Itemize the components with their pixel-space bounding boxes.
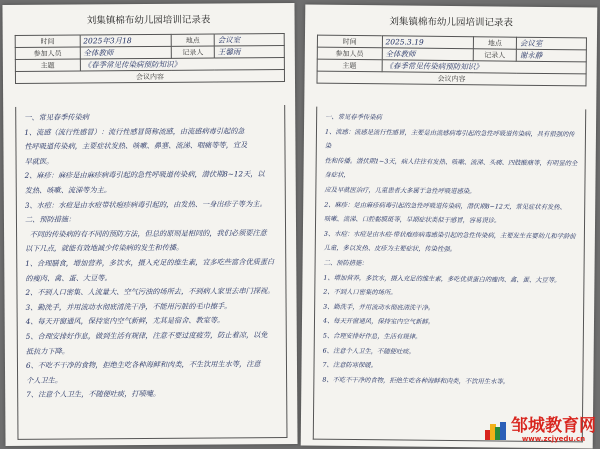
- note-line: 应及早就医治疗，儿童患者大多属于急性呼吸道感染。: [324, 186, 476, 196]
- note-line: 性呼吸道传染病，主要症状发热、咳嗽、鼻塞、流涕、咽痛等等，宜及: [24, 140, 248, 152]
- label-place: 地点: [473, 37, 516, 49]
- note-line: 发热、咳嗽、流涕等为主。: [24, 185, 112, 195]
- note-line: 1、流感：流感是流行性感冒，主要是由流感病毒引起的急性呼吸道传染病，具有很强的传染: [324, 128, 575, 150]
- label-recorder: 记录人: [473, 49, 516, 61]
- site-watermark: [485, 418, 596, 443]
- label-theme: 主题: [317, 59, 382, 72]
- value-participants: 全体教师: [80, 46, 172, 59]
- note-line: 3、水痘：水痘是由水痘带状疱疹病毒引起的，由发热、一身出疹子等为主。: [24, 198, 267, 210]
- note-line: 2、不到人口密集、人流量大、空气污浊的场所去，不到病人家里去串门探视。: [25, 286, 275, 297]
- note-line: 6、注意个人卫生，不随便吐痰。: [322, 347, 415, 356]
- label-participants: 参加人员: [15, 47, 80, 59]
- value-place: 会议室: [214, 34, 284, 46]
- note-line: 2、麻疹：麻疹是由麻疹病毒引起的急性呼吸道传染病，潜伏期8~12天，以: [24, 169, 265, 181]
- note-line: 早就医。: [24, 156, 54, 166]
- document-title: 刘集镇棉布幼儿园培训记录表: [86, 14, 211, 27]
- note-line: 抵抗力下降。: [25, 346, 70, 356]
- record-header-table: [15, 33, 285, 84]
- note-line: 一、常见春季传染病: [24, 112, 89, 122]
- note-line: 个人卫生。: [26, 375, 63, 385]
- label-theme: 主题: [15, 59, 80, 71]
- label-place: 地点: [171, 34, 214, 46]
- note-line: 咳嗽、流涕、口腔黏膜斑等，早期症状类似于感冒，容易误诊。: [324, 215, 501, 225]
- note-line: 不同的传染病的有不同的预防方法，但总的原则是相同的，我们必须要注意: [25, 227, 267, 239]
- note-line: 5、合理安排好作息，做到生活有规律，注意不要过度疲劳，防止着凉，以免: [25, 330, 268, 341]
- value-time: 2025年3月18: [80, 34, 172, 47]
- note-line: 二、预防措施：: [24, 214, 76, 225]
- value-place: 会议室: [516, 37, 586, 50]
- note-line: 3、勤洗手，并用流动水彻底清洗干净。: [323, 303, 435, 312]
- label-participants: 参加人员: [317, 47, 382, 60]
- value-theme: 《春季常见传染病预防知识》: [382, 60, 587, 74]
- value-time: 2025.3.19: [382, 36, 474, 49]
- note-line: 4、每天开窗通风，保持室内空气新鲜，尤其是宿舍、教室等。: [25, 315, 225, 327]
- label-time: 时间: [15, 35, 80, 47]
- watermark-url: www.zcjyedu.cn: [521, 435, 586, 443]
- note-line: 7、注意防寒保暖。: [322, 361, 377, 370]
- record-header-table: [316, 35, 586, 87]
- training-record-sheet-left: [2, 3, 297, 446]
- note-line: 3、水痘：水痘是由水痘-带状疱疹病毒感染引起的急性传染病，主要发生在婴幼儿和学龄前: [323, 230, 576, 241]
- note-line: 的瘦肉、禽、蛋、大豆等。: [25, 272, 112, 283]
- value-theme: 《春季常见传染病预防知识》: [80, 58, 285, 71]
- note-line: 性和传播。潜伏期1~3天，病人往往有发热、咳嗽、流涕、头痛、四肢酸痛等，有明显的全身症状，: [324, 157, 578, 180]
- label-time: 时间: [317, 35, 382, 48]
- note-line: 8、不吃不干净的食物，拒绝生吃各种海鲜和肉类，不饮用生水等。: [322, 376, 510, 386]
- note-line: 6、不吃不干净的食物，拒绝生吃各种海鲜和肉类，不生饮用生水等，注意: [25, 359, 261, 370]
- document-title: 刘集镇棉布幼儿园培训记录表: [389, 16, 513, 29]
- note-line: 1、合理膳食，增加营养，多饮水，摄入充足的维生素，宜多吃些富含优质蛋白: [25, 257, 275, 268]
- handwritten-notes: [314, 107, 585, 391]
- note-line: 二、预防措施：: [323, 259, 368, 268]
- note-line: 7、注意个人卫生，不随便吐痰，打喷嚏。: [26, 389, 161, 400]
- note-line: 以下几点，就能有效地减少传染病的发生和传播。: [25, 243, 184, 254]
- note-line: 3、勤洗手，并用流动水彻底清洗干净，不能用污脏的毛巾擦手。: [25, 301, 232, 312]
- note-line: 儿童，多以发热、皮疹为主要症状，传染性强。: [323, 245, 457, 254]
- training-record-sheet-right: [301, 4, 598, 448]
- note-line: 一、常见春季传染病: [325, 113, 382, 122]
- label-recorder: 记录人: [171, 46, 214, 58]
- note-line: 4、每天开窗通风，保持室内空气新鲜。: [322, 317, 435, 327]
- note-line: 5、合理安排好作息，生活有规律。: [322, 332, 422, 341]
- note-line: 1、增加营养，多饮水，摄入充足的维生素，多吃优质蛋白的瘦肉、禽、蛋、大豆等。: [323, 274, 561, 284]
- value-participants: 全体教师: [382, 48, 474, 61]
- value-recorder: 王馨雨: [214, 46, 284, 58]
- books-logo-icon: [485, 422, 507, 440]
- value-recorder: 谢永静: [516, 49, 586, 62]
- note-line: 2、麻疹：是由麻疹病毒引起的急性呼吸道传染病，潜伏期8~12天，常见症状有发热、: [324, 201, 566, 211]
- watermark-site-name: 邹城教育网: [511, 416, 596, 436]
- meeting-content-box: [15, 105, 287, 440]
- handwritten-notes: [16, 105, 286, 403]
- label-content: 会议内容: [317, 71, 586, 86]
- note-line: 2、不到人口密集的场所。: [323, 288, 397, 297]
- note-line: 1、流感（流行性感冒）：流行性感冒简称流感，由流感病毒引起的急: [24, 125, 245, 137]
- label-content: 会议内容: [15, 70, 284, 84]
- meeting-content-box: [313, 107, 586, 443]
